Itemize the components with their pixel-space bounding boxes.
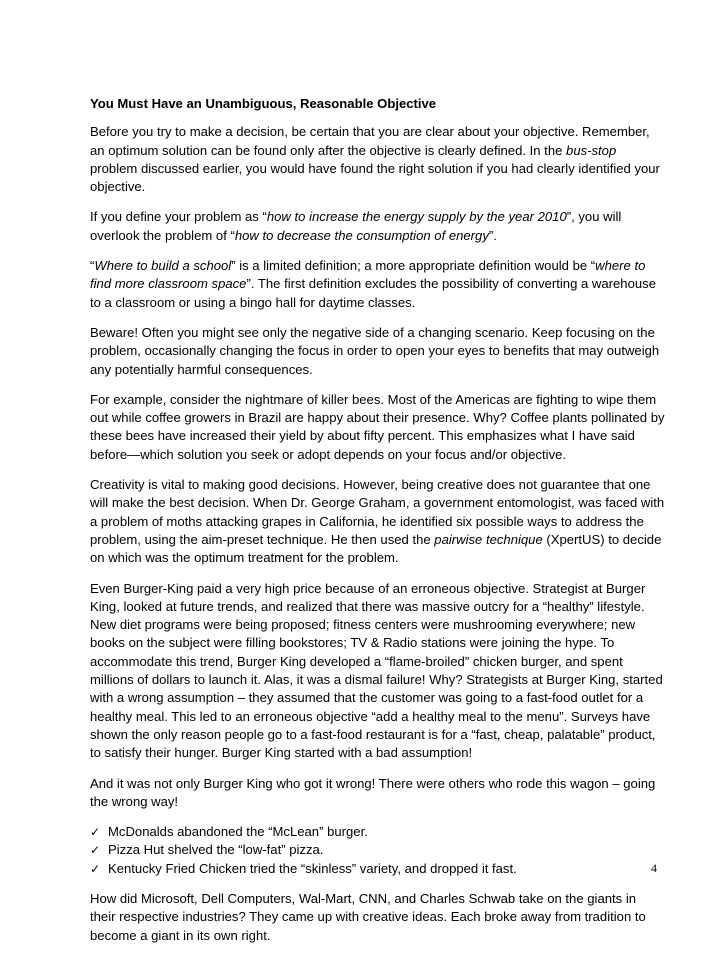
paragraph-killer-bees: For example, consider the nightmare of killer bees. Most of the Americas are fighting to wipe them out while coffee growers in Brazil are happy about their presence. Why? Coffee plants pollinated by these bees have increased their yield by about fifty percent. This emphasizes what I have said before—which solution you seek or adopt depends on your focus and/or objective. [90, 391, 665, 462]
paragraph-others: And it was not only Burger King who got it wrong! There were others who rode this wagon – going the wrong way! [90, 775, 656, 809]
paragraph-text: (XpertUS) to decide on which was the optimum treatment for the problem. [90, 531, 662, 566]
emphasis-text: bus-stop [566, 142, 617, 158]
paragraph-beware: Beware! Often you might see only the negative side of a changing scenario. Keep focusing on the problem, occasionally changing the focus in order to open your eyes to benefits that may outweigh any potentially harmful consequences. [90, 324, 660, 377]
checklist [90, 823, 665, 878]
checkmark-icon: ✓ [90, 825, 101, 840]
checkmark-icon: ✓ [90, 843, 101, 858]
list-item [90, 823, 665, 841]
document-body [90, 95, 665, 957]
page-number: 4 [651, 861, 657, 875]
list-item-text: McDonalds abandoned the “McLean” burger. [108, 824, 368, 840]
paragraph-text: Creativity is vital to making good decisions. However, being creative does not guarantee that one will make the best decision. When Dr. George Graham, a government entomologist, was faced with a problem of moths attacking grapes in California, he identified six possible ways to address the problem, using the aim-preset technique. He then used the [90, 477, 665, 547]
paragraph-text: ”. The first definition excludes the possibility of converting a warehouse to a classroom or using a bingo hall for daytime classes. [90, 276, 656, 310]
emphasis-text: pairwise technique [434, 531, 543, 547]
paragraph-text: ”. [488, 227, 497, 243]
paragraph-objective [90, 123, 665, 196]
emphasis-text: how to increase the energy supply by the year 2010 [266, 209, 567, 225]
paragraph-burger-king: Even Burger-King paid a very high price because of an erroneous objective. Strategist at Burger King, looked at future trends, and realized that there was massive outcry for a “healthy” lifestyle. New diet programs were being proposed; fitness centers were mushrooming everywhere; new books on the subject were filling bookstores; TV & Radio stations were joining the hype. To accommodate this trend, Burger King developed a “flame-broiled” chicken burger, and spent millions of dollars to launch it. Alas, it was a dismal failure! Why? Strategists at Burger King, started with a wrong assumption – they assumed that the customer was going to a fast-food outlet for a healthy meal. This led to an erroneous objective “add a healthy meal to the menu”. Surveys have shown the only reason people go to a fast-food restaurant is for a “fast, cheap, palatable” product, to satisfy their hunger. Burger King started with a bad assumption! [90, 580, 663, 761]
emphasis-text: Where to build a school [94, 258, 232, 274]
paragraph-giants: How did Microsoft, Dell Computers, Wal-Mart, CNN, and Charles Schwab take on the giants in their respective industries? They came up with creative ideas. Each broke away from tradition to become a giant in its own right. [90, 890, 646, 943]
paragraph-energy [90, 208, 665, 245]
paragraph-creativity [90, 476, 665, 567]
paragraph-text: “ [90, 258, 95, 274]
list-item-text: Kentucky Fried Chicken tried the “skinless” variety, and dropped it fast. [108, 860, 517, 876]
paragraph-school [90, 257, 665, 312]
list-item [90, 860, 665, 878]
section-heading: You Must Have an Unambiguous, Reasonable Objective [90, 96, 437, 111]
paragraph-text: If you define your problem as “ [90, 209, 267, 225]
paragraph-text: Before you try to make a decision, be certain that you are clear about your objective. Remember, an optimum solution can be found only after the objective is clearly defined. In the [90, 124, 650, 158]
emphasis-text: where to find more classroom space [90, 258, 646, 292]
emphasis-text: how to decrease the consumption of energy [234, 227, 489, 243]
list-item-text: Pizza Hut shelved the “low-fat” pizza. [108, 842, 324, 858]
list-item [90, 841, 665, 859]
paragraph-text: problem discussed earlier, you would have found the right solution if you had clearly identified your objective. [90, 160, 660, 195]
checkmark-icon: ✓ [90, 861, 101, 876]
paragraph-text: ”, you will overlook the problem of “ [90, 209, 622, 243]
paragraph-text: ” is a limited definition; a more appropriate definition would be “ [231, 258, 596, 274]
